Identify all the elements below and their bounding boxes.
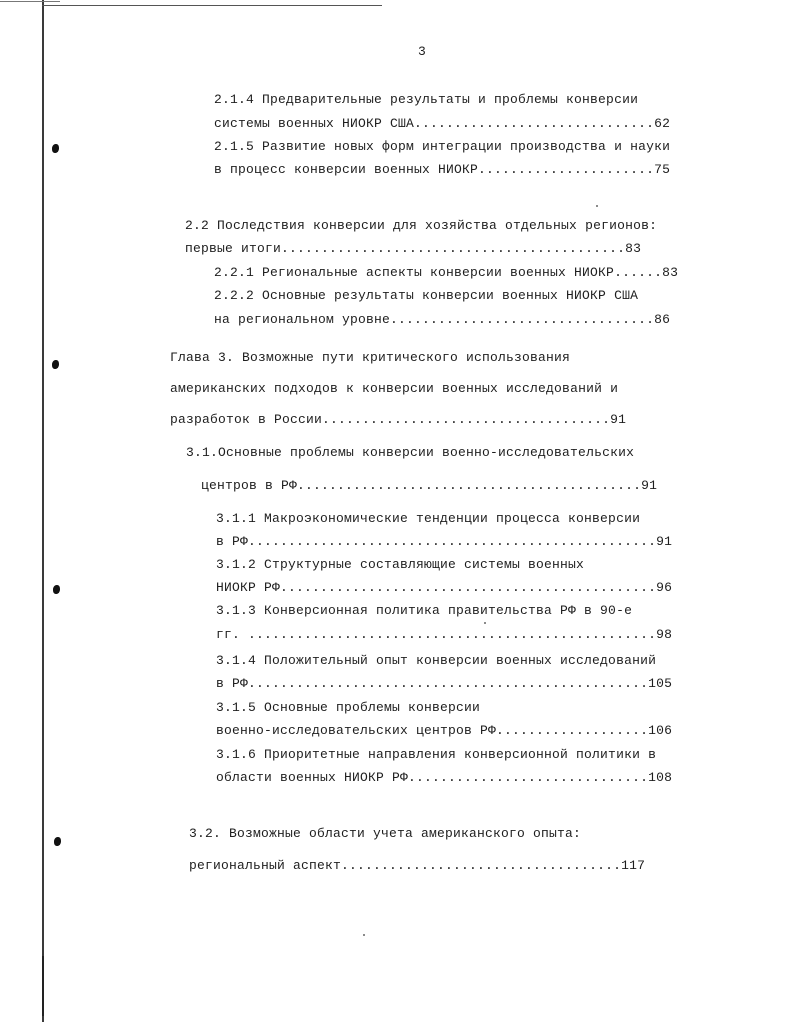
toc-entry-2-1-5-cont: в процесс конверсии военных НИОКР......................75 xyxy=(214,162,671,177)
toc-entry-3-1-3: 3.1.3 Конверсионная политика правительства РФ в 90-е xyxy=(216,603,633,618)
toc-entry-3-2-cont: региональный аспект...................................117 xyxy=(189,858,646,873)
binding-hole-mark xyxy=(53,585,60,594)
toc-entry-2-2-cont: первые итоги...........................................83 xyxy=(185,241,642,256)
toc-entry-2-1-4-cont: системы военных НИОКР США..............................62 xyxy=(214,116,671,131)
toc-entry-3-1-1-cont: в РФ...................................................91 xyxy=(216,534,673,549)
toc-entry-2-1-4: 2.1.4 Предварительные результаты и проблемы конверсии xyxy=(214,92,639,107)
page-top-edge-short xyxy=(0,1,60,2)
toc-entry-2-2: 2.2 Последствия конверсии для хозяйства отдельных регионов: xyxy=(185,218,658,233)
toc-entry-2-2-2: 2.2.2 Основные результаты конверсии военных НИОКР США xyxy=(214,288,639,303)
binding-hole-mark xyxy=(52,144,59,153)
toc-entry-3-1-cont: центров в РФ...........................................91 xyxy=(201,478,658,493)
toc-entry-3-1-2: 3.1.2 Структурные составляющие системы военных xyxy=(216,557,585,572)
toc-entry-2-1-5: 2.1.5 Развитие новых форм интеграции производства и науки xyxy=(214,139,671,154)
binding-hole-mark xyxy=(54,837,61,846)
toc-entry-3-1-2-cont: НИОКР РФ...............................................96 xyxy=(216,580,673,595)
toc-entry-2-2-1: 2.2.1 Региональные аспекты конверсии военных НИОКР......83 xyxy=(214,265,679,280)
scan-speck xyxy=(596,205,598,207)
page-number: 3 xyxy=(418,44,426,59)
toc-chapter-3: Глава 3. Возможные пути критического использования xyxy=(170,350,571,365)
toc-entry-3-1: 3.1.Основные проблемы конверсии военно-исследовательских xyxy=(186,445,635,460)
toc-entry-3-1-6: 3.1.6 Приоритетные направления конверсионной политики в xyxy=(216,747,657,762)
toc-entry-2-2-2-cont: на региональном уровне.................................86 xyxy=(214,312,671,327)
page-top-edge xyxy=(42,5,382,6)
toc-entry-3-1-4: 3.1.4 Положительный опыт конверсии военных исследований xyxy=(216,653,657,668)
toc-entry-3-1-5: 3.1.5 Основные проблемы конверсии xyxy=(216,700,481,715)
toc-entry-3-1-3-cont: гг. ...................................................98 xyxy=(216,627,673,642)
page-bottom-edge xyxy=(42,956,44,1016)
toc-entry-3-2: 3.2. Возможные области учета американского опыта: xyxy=(189,826,582,841)
scan-speck xyxy=(363,934,365,936)
toc-entry-3-1-6-cont: области военных НИОКР РФ..............................108 xyxy=(216,770,673,785)
toc-chapter-3-cont: американских подходов к конверсии военных исследований и xyxy=(170,381,619,396)
binding-hole-mark xyxy=(52,360,59,369)
toc-chapter-3-cont: разработок в России....................................91 xyxy=(170,412,627,427)
page-left-edge xyxy=(42,0,44,1022)
toc-entry-3-1-4-cont: в РФ..................................................105 xyxy=(216,676,673,691)
scan-speck xyxy=(484,622,486,624)
toc-entry-3-1-5-cont: военно-исследовательских центров РФ...................106 xyxy=(216,723,673,738)
toc-entry-3-1-1: 3.1.1 Макроэкономические тенденции процесса конверсии xyxy=(216,511,641,526)
